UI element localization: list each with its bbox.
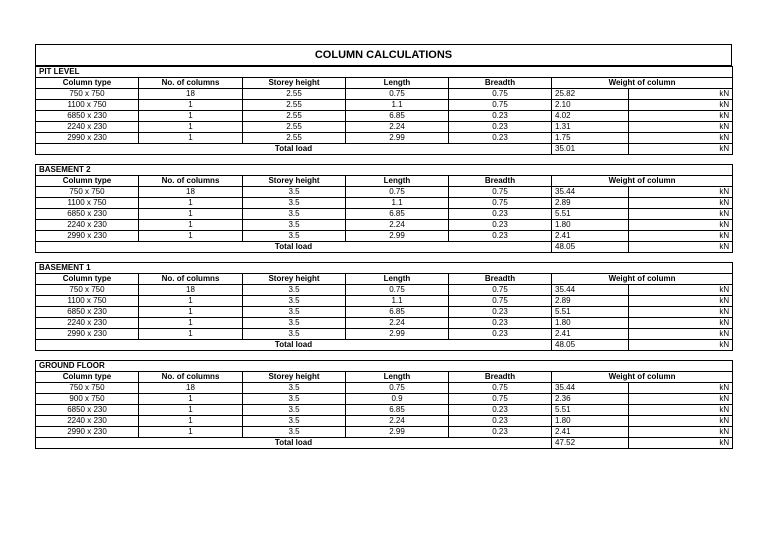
header-breadth: Breadth: [449, 372, 552, 383]
cell-no-of-columns: 1: [139, 394, 243, 405]
total-row: [36, 340, 733, 351]
header-breadth: Breadth: [449, 274, 552, 285]
cell-weight: 2.89: [552, 296, 629, 307]
cell-unit: kN: [629, 89, 733, 100]
cell-breadth: 0.75: [449, 296, 552, 307]
cell-weight: 35.44: [552, 285, 629, 296]
total-label: Total load: [36, 438, 552, 449]
cell-column-type: 1100 x 750: [36, 100, 139, 111]
table-row: [36, 111, 733, 122]
cell-unit: kN: [629, 318, 733, 329]
header-length: Length: [346, 78, 449, 89]
table-row: [36, 383, 733, 394]
cell-weight: 25.82: [552, 89, 629, 100]
cell-column-type: 1100 x 750: [36, 296, 139, 307]
cell-column-type: 750 x 750: [36, 383, 139, 394]
section-spacer: [36, 155, 733, 165]
cell-column-type: 2990 x 230: [36, 427, 139, 438]
cell-column-type: 2990 x 230: [36, 231, 139, 242]
cell-unit: kN: [629, 285, 733, 296]
cell-unit: kN: [629, 416, 733, 427]
header-storey-height: Storey height: [243, 78, 346, 89]
cell-column-type: 6850 x 230: [36, 209, 139, 220]
cell-length: 0.9: [346, 394, 449, 405]
cell-storey-height: 3.5: [243, 307, 346, 318]
section-title-row: [36, 165, 733, 176]
cell-weight: 5.51: [552, 209, 629, 220]
cell-weight: 1.80: [552, 318, 629, 329]
header-weight: Weight of column: [552, 78, 733, 89]
cell-breadth: 0.75: [449, 394, 552, 405]
header-breadth: Breadth: [449, 78, 552, 89]
cell-breadth: 0.23: [449, 231, 552, 242]
cell-breadth: 0.75: [449, 187, 552, 198]
table-row: [36, 296, 733, 307]
total-unit: kN: [629, 340, 733, 351]
header-no-of-columns: No. of columns: [139, 176, 243, 187]
cell-unit: kN: [629, 394, 733, 405]
cell-breadth: 0.23: [449, 329, 552, 340]
table-row: [36, 133, 733, 144]
cell-length: 6.85: [346, 307, 449, 318]
cell-no-of-columns: 1: [139, 307, 243, 318]
header-row: [36, 78, 733, 89]
cell-storey-height: 3.5: [243, 405, 346, 416]
total-label: Total load: [36, 340, 552, 351]
cell-weight: 2.89: [552, 198, 629, 209]
cell-breadth: 0.23: [449, 405, 552, 416]
cell-column-type: 2990 x 230: [36, 329, 139, 340]
cell-no-of-columns: 18: [139, 89, 243, 100]
cell-unit: kN: [629, 133, 733, 144]
cell-length: 2.99: [346, 133, 449, 144]
total-unit: kN: [629, 242, 733, 253]
cell-column-type: 2990 x 230: [36, 133, 139, 144]
cell-unit: kN: [629, 231, 733, 242]
section-title: PIT LEVEL: [36, 67, 733, 78]
cell-weight: 2.41: [552, 329, 629, 340]
section-title: BASEMENT 2: [36, 165, 733, 176]
total-label: Total load: [36, 144, 552, 155]
section-spacer: [36, 253, 733, 263]
table-row: [36, 187, 733, 198]
cell-length: 0.75: [346, 187, 449, 198]
cell-column-type: 900 x 750: [36, 394, 139, 405]
cell-storey-height: 3.5: [243, 296, 346, 307]
spacer-cell: [36, 155, 733, 165]
cell-breadth: 0.75: [449, 89, 552, 100]
cell-unit: kN: [629, 329, 733, 340]
cell-storey-height: 2.55: [243, 133, 346, 144]
cell-unit: kN: [629, 198, 733, 209]
header-storey-height: Storey height: [243, 274, 346, 285]
total-unit: kN: [629, 438, 733, 449]
calculation-table: [35, 66, 733, 449]
cell-breadth: 0.23: [449, 416, 552, 427]
cell-storey-height: 3.5: [243, 285, 346, 296]
cell-column-type: 2240 x 230: [36, 220, 139, 231]
cell-column-type: 750 x 750: [36, 89, 139, 100]
cell-storey-height: 3.5: [243, 427, 346, 438]
cell-column-type: 6850 x 230: [36, 307, 139, 318]
cell-storey-height: 3.5: [243, 209, 346, 220]
cell-no-of-columns: 1: [139, 231, 243, 242]
header-length: Length: [346, 372, 449, 383]
cell-weight: 35.44: [552, 187, 629, 198]
cell-storey-height: 3.5: [243, 220, 346, 231]
table-row: [36, 285, 733, 296]
cell-breadth: 0.75: [449, 100, 552, 111]
header-no-of-columns: No. of columns: [139, 274, 243, 285]
header-column-type: Column type: [36, 274, 139, 285]
cell-length: 0.75: [346, 285, 449, 296]
title-table: [35, 44, 732, 66]
cell-column-type: 6850 x 230: [36, 111, 139, 122]
total-label: Total load: [36, 242, 552, 253]
cell-weight: 1.80: [552, 416, 629, 427]
cell-weight: 2.36: [552, 394, 629, 405]
cell-no-of-columns: 1: [139, 405, 243, 416]
cell-breadth: 0.23: [449, 307, 552, 318]
cell-breadth: 0.23: [449, 133, 552, 144]
cell-length: 6.85: [346, 111, 449, 122]
header-row: [36, 372, 733, 383]
table-row: [36, 427, 733, 438]
spacer-cell: [36, 351, 733, 361]
cell-no-of-columns: 1: [139, 427, 243, 438]
cell-length: 6.85: [346, 209, 449, 220]
cell-no-of-columns: 1: [139, 122, 243, 133]
section-spacer: [36, 351, 733, 361]
section-title-row: [36, 361, 733, 372]
cell-weight: 2.41: [552, 231, 629, 242]
cell-column-type: 1100 x 750: [36, 198, 139, 209]
spacer-cell: [36, 253, 733, 263]
cell-no-of-columns: 1: [139, 209, 243, 220]
section-title: BASEMENT 1: [36, 263, 733, 274]
header-breadth: Breadth: [449, 176, 552, 187]
cell-breadth: 0.75: [449, 383, 552, 394]
table-row: [36, 122, 733, 133]
cell-unit: kN: [629, 427, 733, 438]
cell-unit: kN: [629, 296, 733, 307]
cell-weight: 5.51: [552, 405, 629, 416]
table-row: [36, 307, 733, 318]
cell-length: 1.1: [346, 100, 449, 111]
header-column-type: Column type: [36, 372, 139, 383]
total-unit: kN: [629, 144, 733, 155]
header-weight: Weight of column: [552, 176, 733, 187]
cell-unit: kN: [629, 405, 733, 416]
header-row: [36, 176, 733, 187]
cell-weight: 4.02: [552, 111, 629, 122]
cell-weight: 1.75: [552, 133, 629, 144]
cell-unit: kN: [629, 209, 733, 220]
cell-weight: 2.41: [552, 427, 629, 438]
cell-column-type: 750 x 750: [36, 285, 139, 296]
cell-unit: kN: [629, 307, 733, 318]
cell-storey-height: 3.5: [243, 187, 346, 198]
cell-storey-height: 2.55: [243, 89, 346, 100]
header-storey-height: Storey height: [243, 372, 346, 383]
header-row: [36, 274, 733, 285]
cell-length: 2.99: [346, 231, 449, 242]
cell-breadth: 0.75: [449, 285, 552, 296]
cell-no-of-columns: 1: [139, 100, 243, 111]
total-row: [36, 438, 733, 449]
column-calculations-sheet: [35, 44, 732, 449]
cell-unit: kN: [629, 111, 733, 122]
header-column-type: Column type: [36, 176, 139, 187]
cell-breadth: 0.23: [449, 427, 552, 438]
section-title: GROUND FLOOR: [36, 361, 733, 372]
cell-no-of-columns: 18: [139, 187, 243, 198]
table-row: [36, 220, 733, 231]
total-value: 48.05: [552, 242, 629, 253]
cell-length: 6.85: [346, 405, 449, 416]
table-row: [36, 209, 733, 220]
cell-column-type: 2240 x 230: [36, 122, 139, 133]
cell-no-of-columns: 1: [139, 318, 243, 329]
header-no-of-columns: No. of columns: [139, 78, 243, 89]
cell-storey-height: 2.55: [243, 100, 346, 111]
total-row: [36, 242, 733, 253]
cell-unit: kN: [629, 220, 733, 231]
cell-breadth: 0.23: [449, 122, 552, 133]
cell-no-of-columns: 18: [139, 383, 243, 394]
table-row: [36, 405, 733, 416]
cell-storey-height: 3.5: [243, 416, 346, 427]
cell-storey-height: 3.5: [243, 383, 346, 394]
header-storey-height: Storey height: [243, 176, 346, 187]
table-row: [36, 100, 733, 111]
table-row: [36, 231, 733, 242]
table-row: [36, 198, 733, 209]
cell-weight: 5.51: [552, 307, 629, 318]
cell-length: 2.99: [346, 427, 449, 438]
cell-column-type: 6850 x 230: [36, 405, 139, 416]
cell-storey-height: 3.5: [243, 198, 346, 209]
cell-no-of-columns: 1: [139, 111, 243, 122]
cell-storey-height: 2.55: [243, 111, 346, 122]
total-row: [36, 144, 733, 155]
cell-length: 2.24: [346, 318, 449, 329]
section-title-row: [36, 67, 733, 78]
cell-column-type: 2240 x 230: [36, 318, 139, 329]
total-value: 48.05: [552, 340, 629, 351]
cell-no-of-columns: 1: [139, 329, 243, 340]
cell-breadth: 0.23: [449, 220, 552, 231]
section-title-row: [36, 263, 733, 274]
cell-storey-height: 3.5: [243, 318, 346, 329]
cell-length: 2.24: [346, 416, 449, 427]
cell-no-of-columns: 1: [139, 296, 243, 307]
header-weight: Weight of column: [552, 274, 733, 285]
table-row: [36, 416, 733, 427]
cell-breadth: 0.75: [449, 198, 552, 209]
cell-breadth: 0.23: [449, 209, 552, 220]
cell-unit: kN: [629, 122, 733, 133]
cell-weight: 2.10: [552, 100, 629, 111]
cell-length: 0.75: [346, 89, 449, 100]
header-length: Length: [346, 176, 449, 187]
cell-column-type: 750 x 750: [36, 187, 139, 198]
header-no-of-columns: No. of columns: [139, 372, 243, 383]
cell-unit: kN: [629, 100, 733, 111]
cell-column-type: 2240 x 230: [36, 416, 139, 427]
cell-storey-height: 3.5: [243, 329, 346, 340]
cell-no-of-columns: 1: [139, 416, 243, 427]
cell-breadth: 0.23: [449, 111, 552, 122]
page-title: COLUMN CALCULATIONS: [36, 45, 732, 66]
cell-unit: kN: [629, 187, 733, 198]
total-value: 35.01: [552, 144, 629, 155]
header-column-type: Column type: [36, 78, 139, 89]
cell-storey-height: 3.5: [243, 231, 346, 242]
cell-length: 0.75: [346, 383, 449, 394]
cell-breadth: 0.23: [449, 318, 552, 329]
table-row: [36, 394, 733, 405]
cell-storey-height: 2.55: [243, 122, 346, 133]
table-row: [36, 318, 733, 329]
cell-weight: 1.80: [552, 220, 629, 231]
cell-weight: 1.31: [552, 122, 629, 133]
cell-no-of-columns: 1: [139, 198, 243, 209]
cell-no-of-columns: 1: [139, 220, 243, 231]
header-weight: Weight of column: [552, 372, 733, 383]
header-length: Length: [346, 274, 449, 285]
cell-length: 1.1: [346, 198, 449, 209]
cell-length: 1.1: [346, 296, 449, 307]
total-value: 47.52: [552, 438, 629, 449]
table-row: [36, 89, 733, 100]
cell-unit: kN: [629, 383, 733, 394]
cell-storey-height: 3.5: [243, 394, 346, 405]
cell-length: 2.24: [346, 122, 449, 133]
cell-length: 2.24: [346, 220, 449, 231]
table-row: [36, 329, 733, 340]
cell-length: 2.99: [346, 329, 449, 340]
cell-no-of-columns: 18: [139, 285, 243, 296]
cell-weight: 35.44: [552, 383, 629, 394]
cell-no-of-columns: 1: [139, 133, 243, 144]
